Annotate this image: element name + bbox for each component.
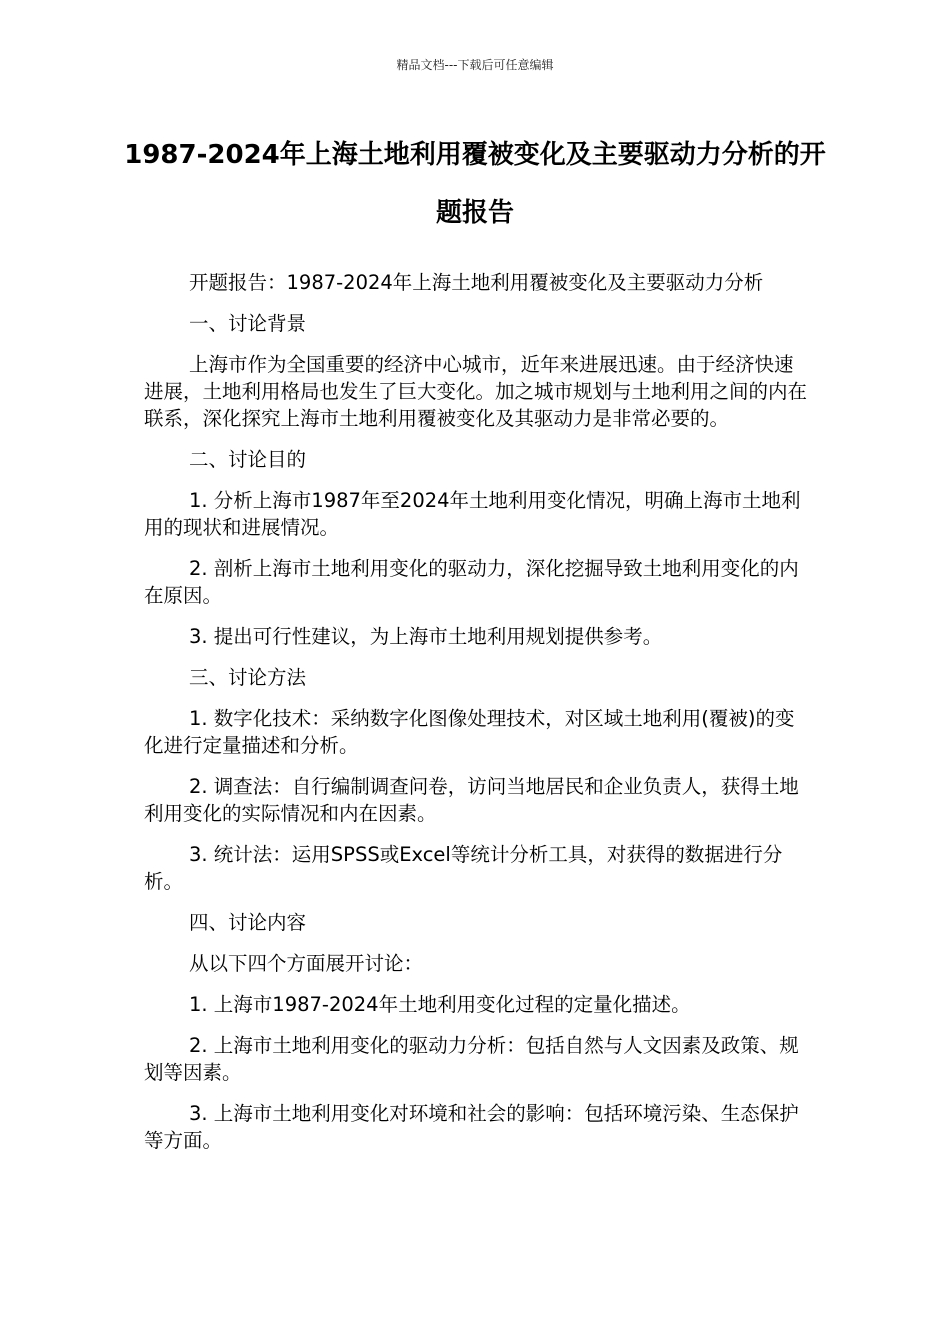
purpose-item-1: 1. 分析上海市1987年至2024年土地利用变化情况，明确上海市土地利用的现状和进展情况。	[144, 489, 801, 539]
content-intro: 从以下四个方面展开讨论：	[189, 952, 424, 975]
method-item-3: 3. 统计法：运用SPSS或Excel等统计分析工具，对获得的数据进行分析。	[144, 843, 783, 893]
content-item-3: 3. 上海市土地利用变化对环境和社会的影响：包括环境污染、生态保护等方面。	[144, 1102, 799, 1152]
purpose-item-3: 3. 提出可行性建议，为上海市土地利用规划提供参考。	[189, 625, 663, 648]
method-item-1: 1. 数字化技术：采纳数字化图像处理技术，对区域土地利用(覆被)的变化进行定量描述和分析。	[144, 707, 795, 757]
header-note: 精品文档---下载后可任意编辑	[396, 58, 554, 72]
section-heading-content: 四、讨论内容	[189, 911, 307, 934]
document-title: 1987-2024年上海土地利用覆被变化及主要驱动力分析的开题报告	[124, 140, 826, 228]
content-item-2: 2. 上海市土地利用变化的驱动力分析：包括自然与人文因素及政策、规划等因素。	[144, 1034, 799, 1084]
section-heading-purpose: 二、讨论目的	[189, 448, 307, 471]
document-body	[144, 269, 808, 1168]
section-heading-methods: 三、讨论方法	[189, 666, 307, 689]
background-paragraph: 上海市作为全国重要的经济中心城市，近年来进展迅速。由于经济快速进展，土地利用格局也发生了巨大变化。加之城市规划与土地利用之间的内在联系，深化探究上海市土地利用覆被变化及其驱动力是非常必要的。	[144, 353, 808, 430]
purpose-item-2: 2. 剖析上海市土地利用变化的驱动力，深化挖掘导致土地利用变化的内在原因。	[144, 557, 799, 607]
content-item-1: 1. 上海市1987-2024年土地利用变化过程的定量化描述。	[189, 993, 691, 1016]
section-heading-background: 一、讨论背景	[189, 312, 307, 335]
method-item-2: 2. 调查法：自行编制调查问卷，访问当地居民和企业负责人，获得土地利用变化的实际情况和内在因素。	[144, 775, 799, 825]
intro-paragraph: 开题报告：1987-2024年上海土地利用覆被变化及主要驱动力分析	[189, 271, 764, 294]
